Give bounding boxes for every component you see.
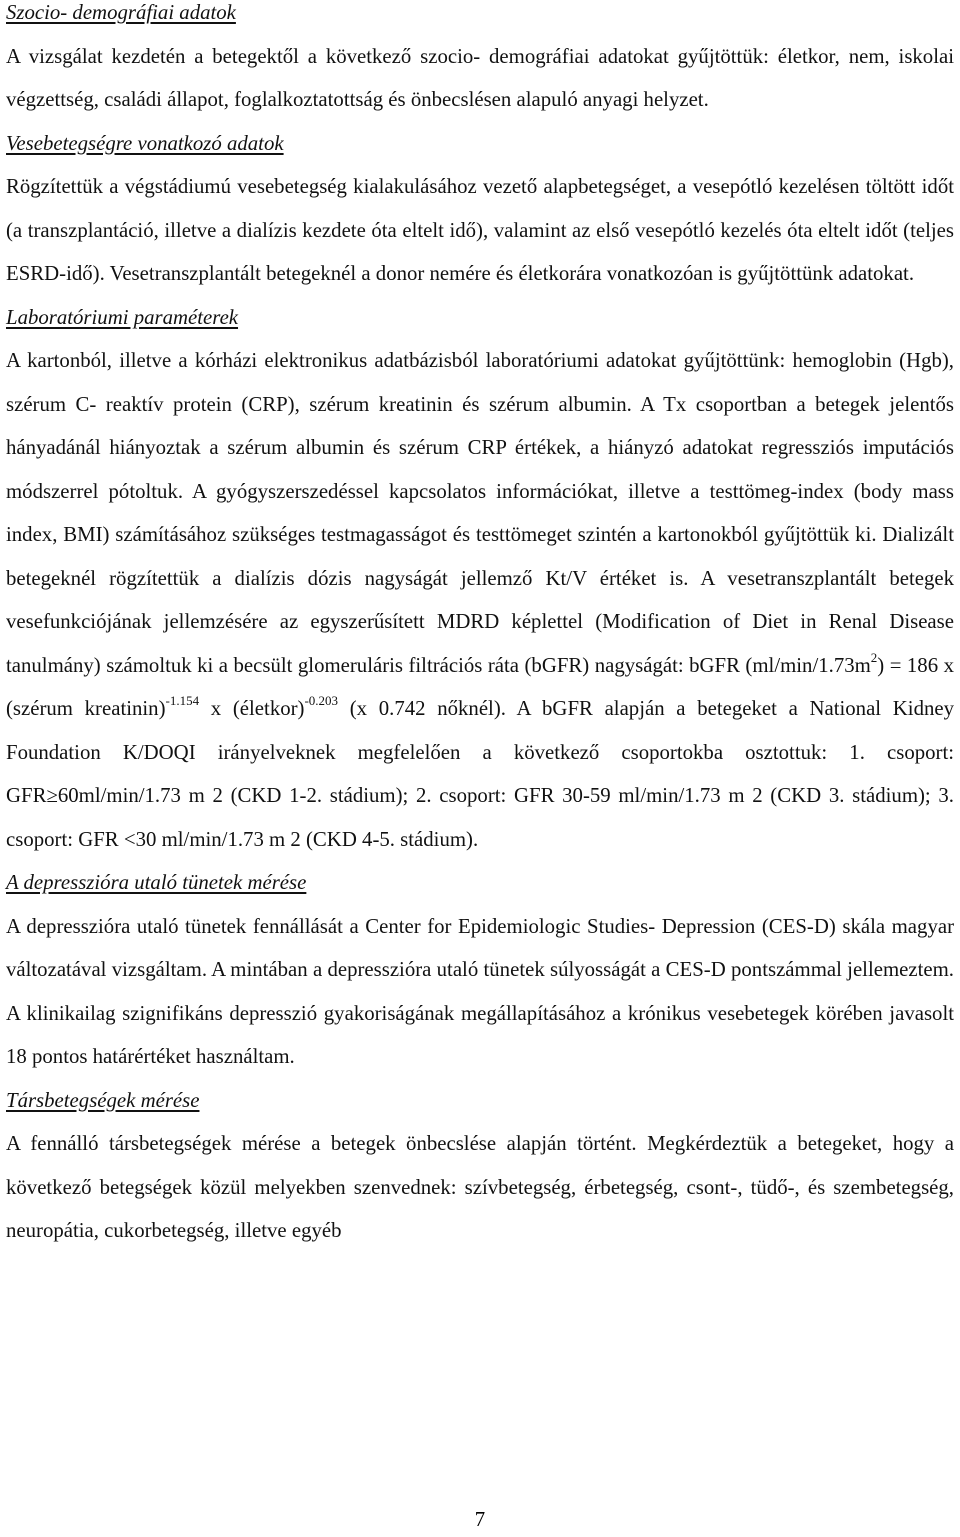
lab-text-part4: (x 0.742 nőknél). A bGFR alapján a betegeket a National Kidney Foundation K/DOQI irányelveknek megfelelően a következő csoportokba osztottuk: 1. csoport: GFR≥60ml/min/1.73 m 2 (CKD 1-2. stádium); 2. csoport: GFR 30-59 ml/min/1.73 m 2 (CKD 3. stádium); 3. csoport: GFR <30 ml/min/1.73 m 2 (CKD 4-5. stádium). <box>6 697 954 851</box>
section-body-comorbidities: A fennálló társbetegségek mérése a betegek önbecslése alapján történt. Megkérdeztük a betegeket, hogy a következő betegségek közül melyekben szenvednek: szívbetegség, érbetegség, csont-, tüdő-, és szembetegség, neuropátia, cukorbetegség, illetve egyéb <box>6 1132 954 1242</box>
section-heading-socio-demographic: Szocio- demográfiai adatok <box>6 1 236 24</box>
page-number: 7 <box>474 1508 486 1531</box>
section-body-laboratory <box>6 339 954 861</box>
section-heading-kidney-disease: Vesebetegségre vonatkozó adatok <box>6 131 284 155</box>
lab-superscript-2: -1.154 <box>165 693 200 709</box>
lab-superscript-3: -0.203 <box>304 693 339 709</box>
section-body-socio-demographic: A vizsgálat kezdetén a betegektől a következő szocio- demográfiai adatokat gyűjtöttük: életkor, nem, iskolai végzettség, családi állapot, foglalkoztatottság és önbecslésen alapuló anyagi helyzet. <box>6 44 954 111</box>
section-heading-depression: A depresszióra utaló tünetek mérése <box>6 871 307 894</box>
lab-text-part3: x (életkor) <box>199 697 305 720</box>
section-body-depression: A depresszióra utaló tünetek fennállását a Center for Epidemiologic Studies- Depression (CES-D) skála magyar változatával vizsgáltam. A mintában a depresszióra utaló tünetek súlyosságát a CES-D pontszámmal jellemeztem. A klinikailag szignifikáns depresszió gyakoriságának megállapításához a krónikus vesebetegek körében javasolt 18 pontos határértéket használtam. <box>6 914 954 1068</box>
section-body-kidney-disease: Rögzítettük a végstádiumú vesebetegség kialakulásához vezető alapbetegséget, a vesepótló kezelésen töltött időt (a transzplantáció, illetve a dialízis kezdete óta eltelt idő), valamint az első vesepótló kezelés óta eltelt időt (teljes ESRD-idő). Vesetranszplantált betegeknél a donor nemére és életkorára vonatkozóan is gyűjtöttünk adatokat. <box>6 175 954 285</box>
lab-text-part1: A kartonból, illetve a kórházi elektronikus adatbázisból laboratóriumi adatokat gyűjtöttünk: hemoglobin (Hgb), szérum C- reaktív protein (CRP), szérum kreatinin és szérum albumin. A Tx csoportban a betegek jelentős hányadánál hiányoztak a szérum albumin és szérum CRP értékek, a hiányzó adatokat regressziós imputációs módszerrel pótoltuk. A gyógyszerszedéssel kapcsolatos információkat, illetve a testtömeg-index (body mass index, BMI) számításához szükséges testmagasságot és testtömeget szintén a kartonokból gyűjtöttük ki. Dializált betegeknél rögzítettük a dialízis dózis nagyságát jellemző Kt/V értéket is. A vesetranszplantált betegek vesefunkciójának jellemzésére az egyszerűsített MDRD képlettel (Modification of Diet in Renal Disease tanulmány) számoltuk ki a becsült glomeruláris filtrációs ráta (bGFR) nagyságát: bGFR (ml/min/1.73m <box>6 349 954 677</box>
section-heading-laboratory: Laboratóriumi paraméterek <box>6 305 239 329</box>
lab-superscript-1: 2 <box>870 649 878 665</box>
section-heading-comorbidities: Társbetegségek mérése <box>6 1088 200 1112</box>
lab-text-part2: ) = 186 x (szérum kreatinin) <box>6 653 954 720</box>
